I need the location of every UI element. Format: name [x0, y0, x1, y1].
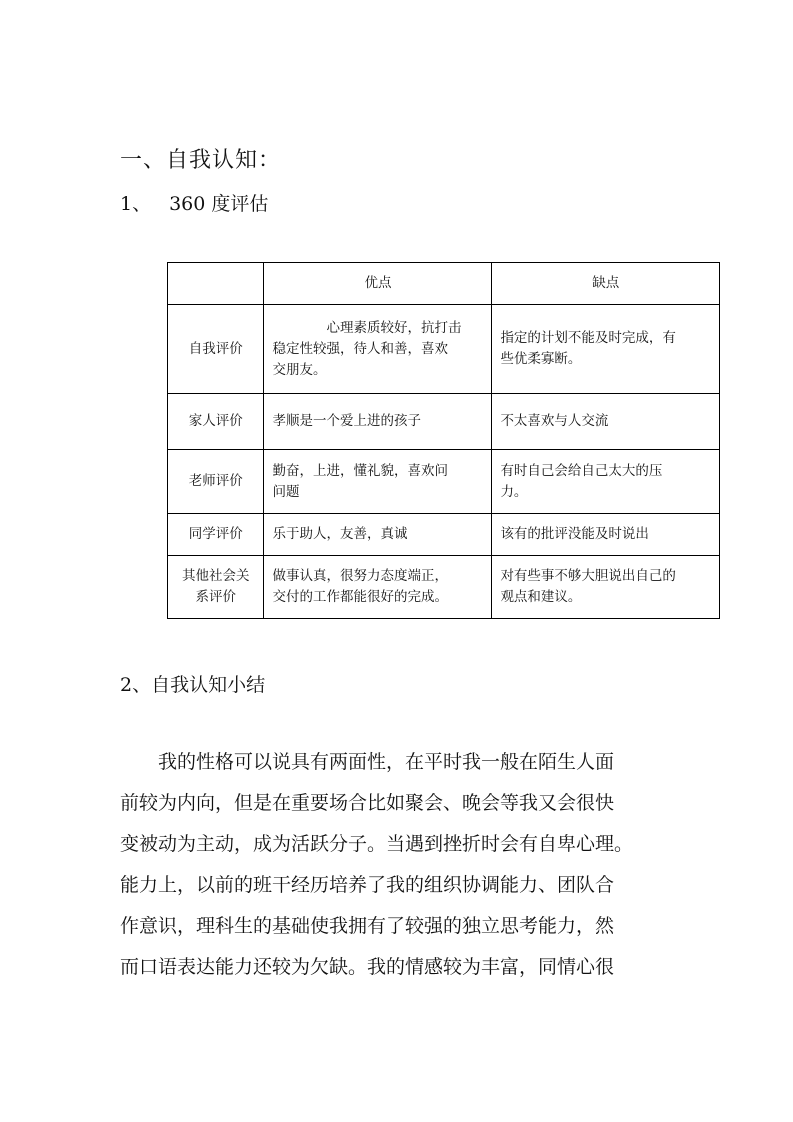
row-label — [168, 556, 264, 619]
table-header-row — [168, 263, 720, 305]
row-label: 家人评价 — [168, 394, 264, 450]
cons-cell — [492, 394, 720, 450]
table-row — [168, 450, 720, 514]
header-cell-cons: 缺点 — [492, 263, 720, 305]
subsection-heading-summary: 2、自我认知小结 — [120, 674, 266, 696]
pros-cell — [264, 450, 492, 514]
section-heading-self-cognition: 一、自我认知： — [120, 148, 282, 173]
cell-line: 些优柔寡断。 — [500, 351, 582, 367]
summary-paragraph — [120, 742, 676, 988]
table-row — [168, 394, 720, 450]
table-row — [168, 514, 720, 556]
subsection-title: 360 度评估 — [169, 193, 269, 215]
subsection-number: 1、 — [120, 193, 152, 215]
cell-line: 有时自己会给自己太大的压 — [500, 462, 663, 479]
header-cell-pros: 优点 — [264, 263, 492, 305]
pros-cell — [264, 305, 492, 394]
row-label: 自我评价 — [168, 305, 264, 394]
cell-line: 心理素质较好，抗打击 — [326, 319, 462, 336]
evaluation-table — [167, 262, 720, 619]
cell-line: 孝顺是一个爱上进的孩子 — [272, 413, 421, 429]
table-row — [168, 305, 720, 394]
cell-line: 观点和建议。 — [500, 589, 582, 605]
paragraph-line: 而口语表达能力还较为欠缺。我的情感较为丰富，同情心很 — [120, 956, 615, 978]
cell-line: 指定的计划不能及时完成，有 — [500, 330, 676, 346]
cons-cell — [492, 556, 720, 619]
paragraph-line: 作意识，理科生的基础使我拥有了较强的独立思考能力，然 — [120, 915, 615, 937]
pros-cell — [264, 556, 492, 619]
cell-line: 不太喜欢与人交流 — [500, 413, 609, 429]
paragraph-line: 变被动为主动，成为活跃分子。当遇到挫折时会有自卑心理。 — [120, 833, 634, 855]
cell-line: 问题 — [272, 483, 300, 500]
cell-line: 稳定性较强，待人和善，喜欢 — [272, 340, 448, 357]
row-label: 老师评价 — [168, 450, 264, 514]
pros-cell — [264, 514, 492, 556]
cons-cell — [492, 305, 720, 394]
cell-line: 勤奋，上进，懂礼貌，喜欢问 — [272, 462, 448, 479]
paragraph-line: 能力上，以前的班干经历培养了我的组织协调能力、团队合 — [120, 874, 615, 896]
pros-cell — [264, 394, 492, 450]
cons-cell — [492, 450, 720, 514]
cell-line: 做事认真，很努力态度端正， — [272, 568, 448, 584]
cons-cell — [492, 514, 720, 556]
row-label-line: 其他社会关 — [181, 568, 250, 584]
cell-line: 乐于助人，友善，真诚 — [272, 526, 408, 542]
cell-line: 交朋友。 — [272, 361, 327, 378]
row-label: 同学评价 — [168, 514, 264, 556]
cell-line: 力。 — [500, 483, 528, 500]
table-row — [168, 556, 720, 619]
row-label-line: 系评价 — [195, 589, 236, 605]
subsection-heading-360 — [120, 189, 268, 216]
header-cell-empty — [168, 263, 264, 305]
paragraph-line: 我的性格可以说具有两面性，在平时我一般在陌生人面 — [158, 751, 615, 773]
cell-line: 交付的工作都能很好的完成。 — [272, 589, 448, 605]
paragraph-line: 前较为内向，但是在重要场合比如聚会、晚会等我又会很快 — [120, 792, 615, 814]
cell-line: 对有些事不够大胆说出自己的 — [500, 568, 676, 584]
cell-line: 该有的批评没能及时说出 — [500, 526, 649, 542]
